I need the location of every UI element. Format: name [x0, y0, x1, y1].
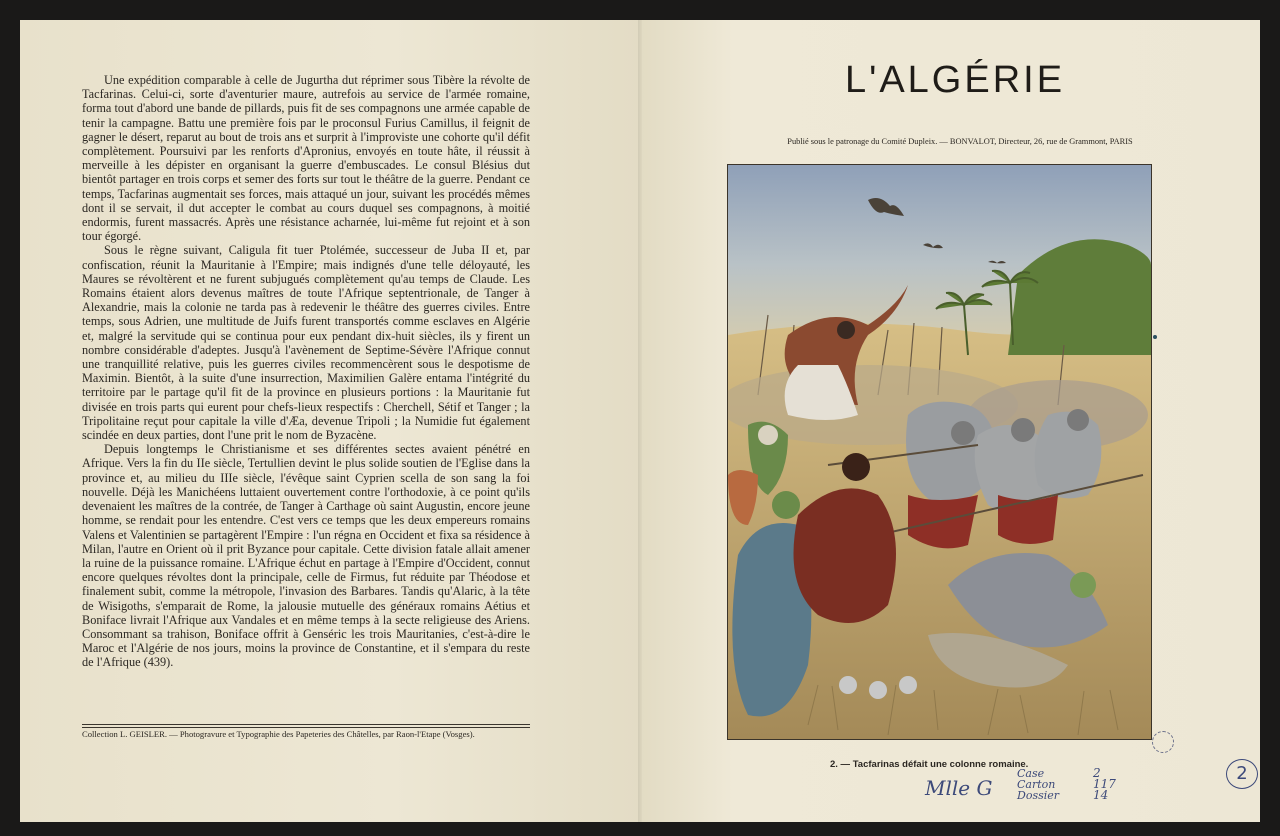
- handwritten-shelfmark: [925, 760, 1145, 820]
- publisher-line: Publié sous le patronage du Comité Dupleix. — BONVALOT, Directeur, 26, rue de Grammont, PARIS: [787, 137, 1133, 146]
- library-stamp: [1152, 731, 1174, 753]
- paragraph-1: Une expédition comparable à celle de Jugurtha dut réprimer sous Tibère la révolte de Tacfarinas. Celui-ci, sorte d'aventurier maure, autrefois au service de l'armée romaine, forma tout d'abord une bande de pillards, puis fit de ses compagnons une armée capable de tenir la campagne. Battu une première fois par le proconsul Furius Camillus, il feignit de gagner le désert, reparut au bout de trois ans et surprit à l'improviste une cohorte qu'il défit complètement. Poursuivi par les renforts d'Apronius, envoyés en toute hâte, il réussit à merveille à les dépister en organisant la guerre d'embuscades. Le consul Blésius dut bientôt partager en trois corps et semer des forts sur tout le théâtre de la guerre. Pendant ce temps, Tacfarinas augmentait ses forces, mais attaqué un jour, suivant les procédés mêmes dont il se servait, il dut accepter le combat au cours duquel ses compagnons, à moitié endormis, furent massacrés. Après une résistance acharnée, lui-même fut rejoint et à son tour égorgé.: [82, 73, 530, 244]
- page-title: L'ALGÉRIE: [844, 59, 1066, 101]
- handwritten-label-carton: Carton: [1017, 778, 1056, 791]
- footer-rule-second: [82, 727, 530, 728]
- handwritten-number-carton: 117: [1093, 777, 1116, 791]
- handwritten-number-dossier: 14: [1093, 788, 1109, 802]
- battle-illustration-drawing: [728, 165, 1151, 739]
- margin-mark: [1153, 335, 1157, 339]
- page-fold: [638, 20, 642, 822]
- handwritten-label-case: Case: [1017, 767, 1045, 780]
- handwritten-initials: Mlle G: [925, 776, 993, 800]
- handwritten-number-case: 2: [1093, 766, 1101, 780]
- handwritten-labels: [1017, 768, 1059, 801]
- page-number-circle: 2: [1226, 759, 1258, 789]
- battle-illustration: [727, 164, 1152, 740]
- footer-rule: [82, 724, 530, 725]
- illustration-caption: 2. — Tacfarinas défait une colonne romaine.: [830, 759, 1029, 770]
- paragraph-2: Sous le règne suivant, Caligula fit tuer Ptolémée, successeur de Juba II et, par confiscation, réunit la Mauritanie à l'Empire; mais indignés d'une telle déloyauté, les Maures se révoltèrent et ne furent subjugués complètement qu'au temps de Claude. Les Romains étaient alors devenus maîtres de toute l'Afrique septentrionale, de Tanger à Alexandrie, mais la colonie ne tarda pas à redevenir le théâtre des guerres civiles. Entre temps, sous Adrien, une multitude de Juifs furent transportés comme esclaves en Algérie et, malgré la servitude qui se continua pour eux pendant dix-huit siècles, ils y firent un nombre considérable d'adeptes. Jusqu'à l'avènement de Septime-Sévère l'Afrique connut une tranquillité relative, puis les guerres civiles recommencèrent sous le despotisme de Maximin. Bientôt, à la suite d'une insurrection, Maximilien Galère entama l'intégrité du territoire par le partage qu'il fit de la province en plusieurs portions : la Mauritanie fut divisée en trois parts qui eurent pour chefs-lieux respectifs : Cherchell, Sétif et Tanger ; la Tripolitaine reçut pour capitale la ville d'Æa, devenue Tripoli ; la Numidie fut également scindée en deux parties, dont l'une prit le nom de Byzacène.: [82, 243, 530, 443]
- footer-credit: Collection L. GEISLER. — Photogravure et Typographie des Papeteries des Châtelles, par Raon-l'Etape (Vosges).: [82, 729, 475, 739]
- article-text: [82, 73, 530, 670]
- handwritten-numbers: [1093, 768, 1116, 801]
- paragraph-3: Depuis longtemps le Christianisme et ses différentes sectes avaient pénétré en Afrique. Vers la fin du IIe siècle, Tertullien devint le plus solide soutien de l'Eglise dans la province et, au milieu du IIIe siècle, l'évêque saint Cyprien scella de son sang la foi nouvelle. Déjà les Manichéens luttaient ouvertement contre l'orthodoxie, à ce point qu'ils devenaient les maîtres de la contrée, de Tanger à Carthage où saint Augustin, encore jeune homme, se rendait pour les entendre. C'est vers ce temps que les deux empereurs romains Valens et Valentinien se partagèrent l'Empire : l'un régna en Occident et fixa sa résidence à Milan, l'autre en Orient où il prit Byzance pour capitale. Cette division fatale allait amener la ruine de la puissance romaine. L'Afrique échut en partage à l'Empire d'Occident, connut encore quelques révoltes dont la principale, celle de Firmus, fut réduite par Théodose et finalement subit, comme la métropole, l'invasion des Barbares. Tandis qu'Alaric, à la tête de Wisigoths, s'emparait de Rome, la jalousie mutuelle des généraux romains Aétius et Boniface livrait l'Afrique aux Vandales et en même temps à la secte religieuse des Ariens. Consommant sa trahison, Boniface offrit à Genséric les trois Mauritanies, c'est-à-dire le Maroc et l'Algérie de nos jours, moins la province de Constantine, et il s'empara du reste de l'Afrique (439).: [82, 442, 530, 670]
- handwritten-label-dossier: Dossier: [1017, 789, 1060, 802]
